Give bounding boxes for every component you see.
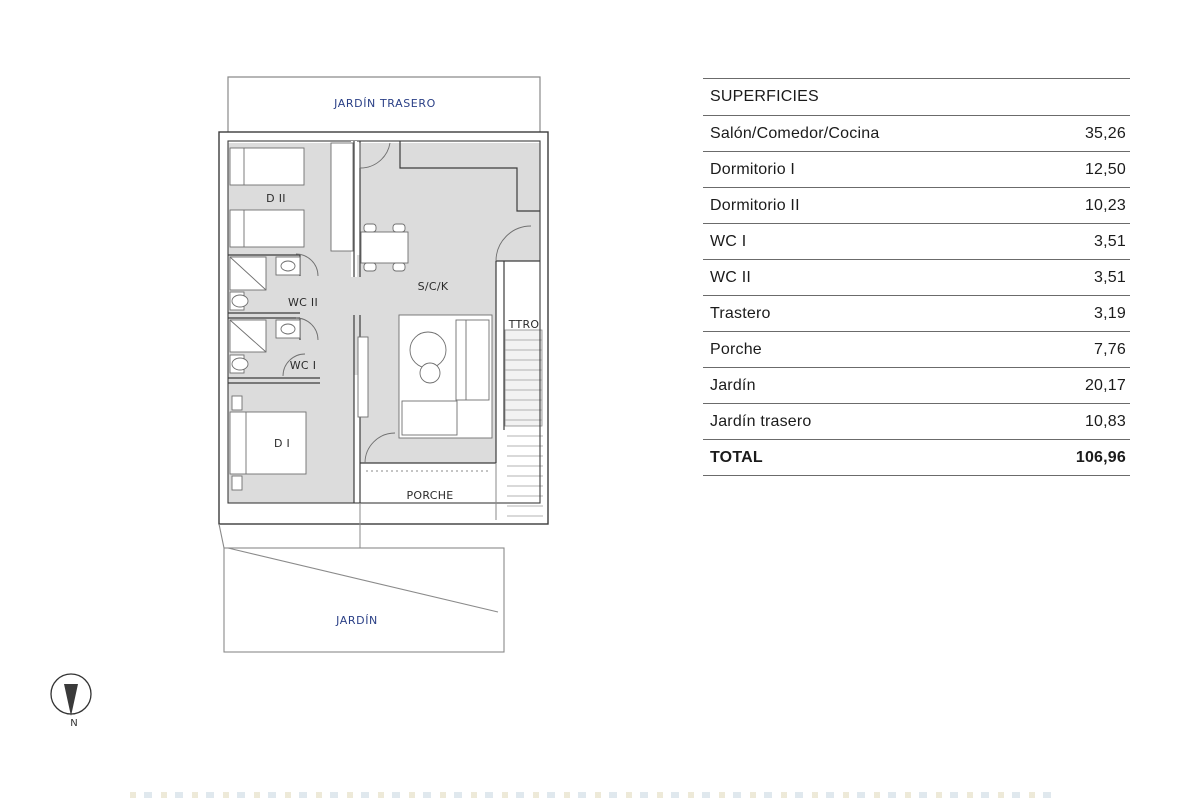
north-label: N bbox=[70, 718, 78, 729]
surface-row bbox=[703, 296, 1130, 332]
surfaces-heading-row bbox=[703, 79, 1130, 116]
total-label: TOTAL bbox=[710, 448, 763, 466]
surface-row bbox=[703, 260, 1130, 296]
surface-row bbox=[703, 404, 1130, 440]
porch bbox=[360, 463, 496, 548]
surface-label: Trastero bbox=[710, 304, 771, 322]
surface-value: 35,26 bbox=[1084, 124, 1126, 142]
surface-value: 3,51 bbox=[1094, 268, 1126, 286]
surface-value: 3,51 bbox=[1094, 232, 1126, 250]
surface-row bbox=[703, 332, 1130, 368]
surface-row bbox=[703, 224, 1130, 260]
surfaces-heading: SUPERFICIES bbox=[710, 88, 819, 105]
surface-value: 10,23 bbox=[1084, 196, 1126, 214]
surface-label: Dormitorio II bbox=[710, 196, 800, 214]
label-storage: TTRO bbox=[508, 318, 540, 331]
storage-stairs bbox=[505, 330, 542, 426]
surface-label: Dormitorio I bbox=[710, 160, 796, 178]
surface-label: WC II bbox=[710, 268, 751, 286]
footer-strip bbox=[130, 792, 1060, 798]
surface-row bbox=[703, 152, 1130, 188]
north-arrow-icon bbox=[51, 674, 91, 729]
exterior-stairs bbox=[507, 436, 543, 516]
surface-value: 7,76 bbox=[1094, 340, 1126, 358]
surface-value: 20,17 bbox=[1084, 376, 1126, 394]
surfaces-total-row bbox=[703, 440, 1130, 476]
wardrobe bbox=[331, 143, 353, 251]
surface-value: 3,19 bbox=[1094, 304, 1126, 322]
surfaces-table bbox=[703, 78, 1130, 476]
surface-value: 12,50 bbox=[1084, 160, 1126, 178]
label-bedroom-2: D II bbox=[266, 192, 286, 205]
surface-label: Jardín trasero bbox=[710, 412, 812, 430]
surface-value: 10,83 bbox=[1084, 412, 1126, 430]
surface-label: Porche bbox=[710, 340, 762, 358]
surface-row bbox=[703, 116, 1130, 152]
label-porch: PORCHE bbox=[406, 489, 454, 502]
label-bedroom-1: D I bbox=[273, 437, 291, 450]
total-value: 106,96 bbox=[1075, 448, 1126, 466]
label-bath-1: WC I bbox=[289, 359, 317, 372]
surface-label: Jardín bbox=[710, 376, 756, 394]
label-garden: JARDÍN bbox=[336, 614, 378, 627]
surface-row bbox=[703, 188, 1130, 224]
surface-label: WC I bbox=[710, 232, 747, 250]
label-bath-2: WC II bbox=[287, 296, 319, 309]
label-living: S/C/K bbox=[417, 280, 449, 293]
surfaces-rows bbox=[703, 116, 1130, 440]
front-garden bbox=[219, 524, 504, 652]
surface-row bbox=[703, 368, 1130, 404]
surface-label: Salón/Comedor/Cocina bbox=[710, 124, 880, 142]
label-back-garden: JARDÍN TRASERO bbox=[334, 97, 436, 110]
